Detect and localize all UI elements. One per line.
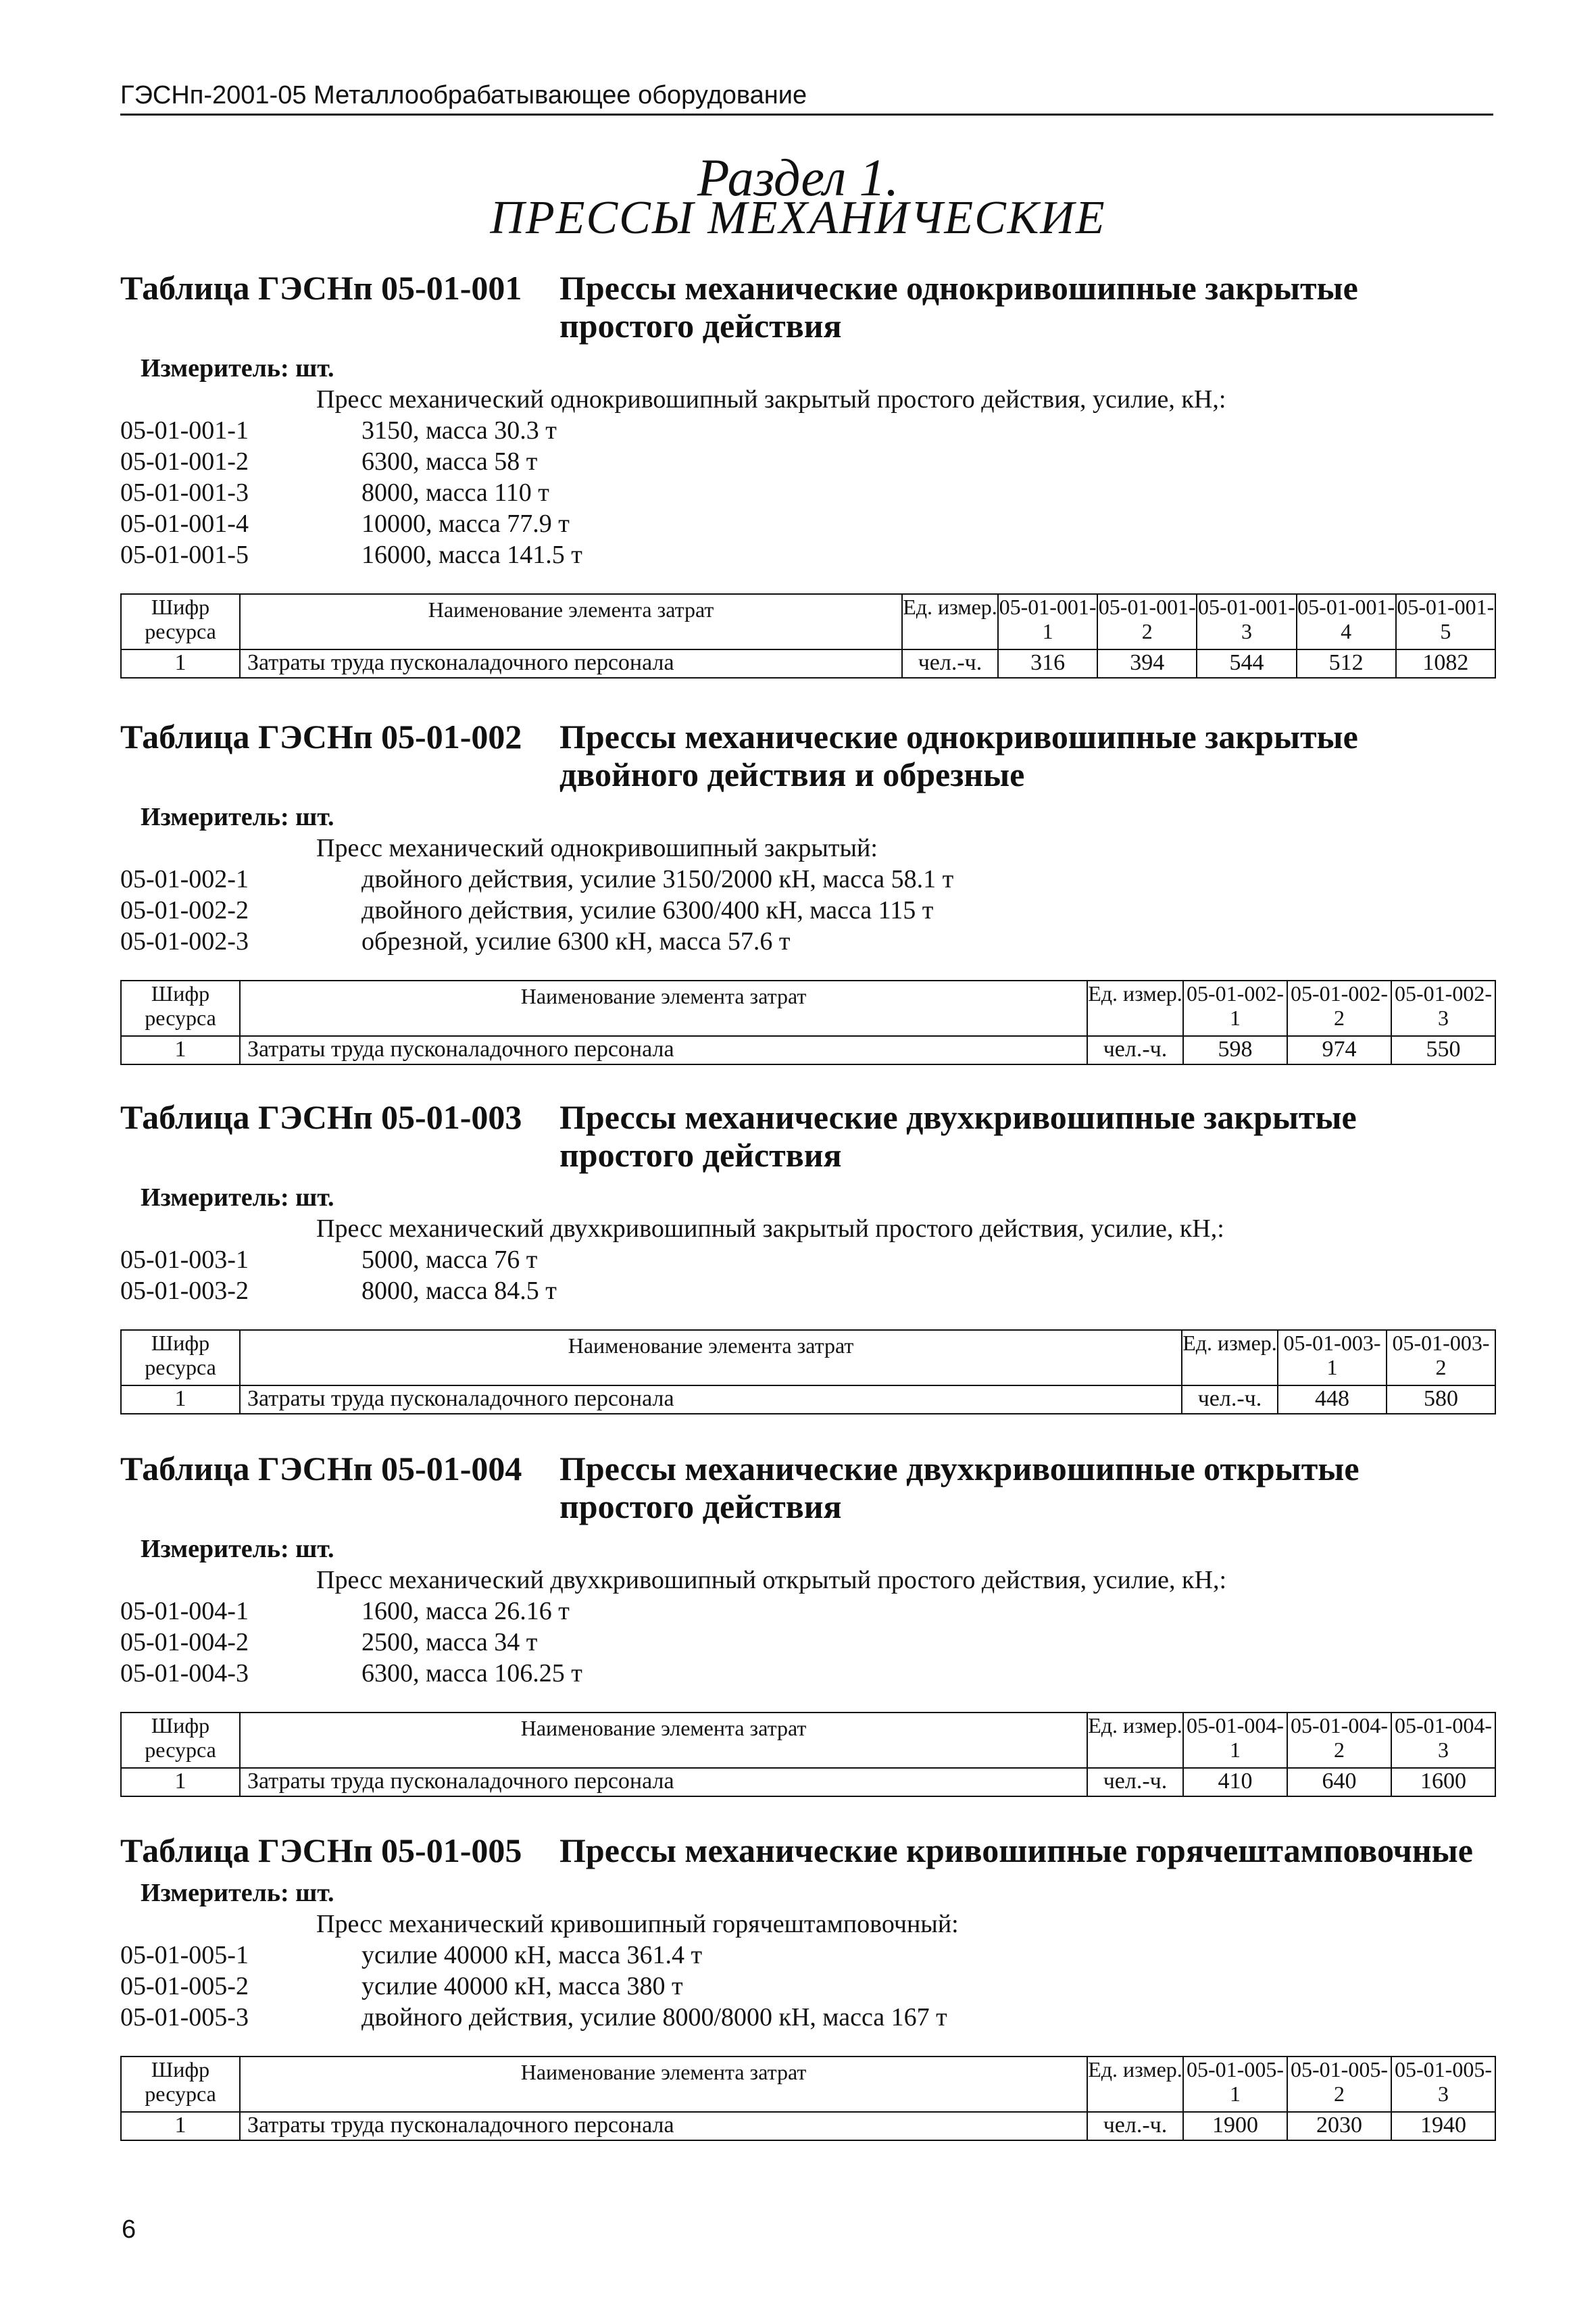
table-code: Таблица ГЭСНп 05-01-002 bbox=[120, 718, 522, 756]
table-heading bbox=[120, 269, 1495, 345]
element-name-cell: Затраты труда пусконаладочного персонала bbox=[240, 1036, 1087, 1064]
element-name-cell: Затраты труда пусконаладочного персонала bbox=[240, 1768, 1087, 1796]
column-header-code: 05-01-003-2 bbox=[1387, 1330, 1495, 1385]
table-code: Таблица ГЭСНп 05-01-001 bbox=[120, 269, 522, 307]
section-title: ПРЕССЫ МЕХАНИЧЕСКИЕ bbox=[490, 192, 1106, 244]
value-cell: 1900 bbox=[1183, 2112, 1287, 2140]
item-text: 1600, масса 26.16 т bbox=[361, 1597, 570, 1625]
equipment-item bbox=[120, 1627, 1495, 1658]
table-block bbox=[120, 1831, 1495, 2141]
table-header-row bbox=[121, 1713, 1495, 1768]
running-header: ГЭСНп-2001-05 Металлообрабатывающее оборудование bbox=[120, 81, 807, 109]
column-header-resource: Шифр ресурса bbox=[121, 594, 240, 649]
table-header-row bbox=[121, 594, 1495, 649]
table-row bbox=[121, 1385, 1495, 1414]
unit-of-measure: Измеритель: шт. bbox=[141, 1535, 334, 1563]
table-row bbox=[121, 2112, 1495, 2140]
item-text: обрезной, усилие 6300 кН, масса 57.6 т bbox=[361, 927, 791, 956]
column-header-code: 05-01-001-5 bbox=[1396, 594, 1495, 649]
column-header-code: 05-01-004-3 bbox=[1391, 1713, 1495, 1768]
column-header-code: 05-01-002-2 bbox=[1287, 981, 1391, 1036]
equipment-item bbox=[120, 508, 1495, 539]
unit-of-measure: Измеритель: шт. bbox=[141, 1183, 334, 1212]
equipment-item bbox=[120, 895, 1495, 926]
cost-table bbox=[120, 1712, 1496, 1797]
equipment-item bbox=[120, 2002, 1495, 2033]
value-cell: 550 bbox=[1391, 1036, 1495, 1064]
value-cell: 448 bbox=[1278, 1385, 1387, 1414]
item-code: 05-01-004-3 bbox=[120, 1659, 249, 1688]
table-title: Прессы механические двухкривошипные открытые простого действия bbox=[559, 1450, 1360, 1525]
unit-cell: чел.-ч. bbox=[1087, 1768, 1183, 1796]
column-header-element: Наименование элемента затрат bbox=[240, 2057, 1087, 2112]
table-row bbox=[121, 1036, 1495, 1064]
column-header-code: 05-01-002-3 bbox=[1391, 981, 1495, 1036]
item-code: 05-01-003-2 bbox=[120, 1277, 249, 1305]
column-header-code: 05-01-004-2 bbox=[1287, 1713, 1391, 1768]
unit-of-measure: Измеритель: шт. bbox=[141, 803, 334, 831]
value-cell: 544 bbox=[1197, 649, 1296, 678]
column-header-resource: Шифр ресурса bbox=[121, 981, 240, 1036]
value-cell: 580 bbox=[1387, 1385, 1495, 1414]
value-cell: 1600 bbox=[1391, 1768, 1495, 1796]
column-header-code: 05-01-003-1 bbox=[1278, 1330, 1387, 1385]
cost-table bbox=[120, 980, 1496, 1065]
item-text: 2500, масса 34 т bbox=[361, 1628, 538, 1656]
equipment-item bbox=[120, 477, 1495, 508]
column-header-code: 05-01-001-3 bbox=[1197, 594, 1296, 649]
value-cell: 1082 bbox=[1396, 649, 1495, 678]
column-header-element: Наименование элемента затрат bbox=[240, 1713, 1087, 1768]
resource-code-cell: 1 bbox=[121, 649, 240, 678]
unit-of-measure: Измеритель: шт. bbox=[141, 1879, 334, 1907]
unit-of-measure: Измеритель: шт. bbox=[141, 354, 334, 383]
item-text: 16000, масса 141.5 т bbox=[361, 541, 582, 569]
item-code: 05-01-001-5 bbox=[120, 541, 249, 569]
item-code: 05-01-002-1 bbox=[120, 865, 249, 893]
column-header-element: Наименование элемента затрат bbox=[240, 594, 902, 649]
item-text: двойного действия, усилие 6300/400 кН, масса 115 т bbox=[361, 896, 934, 925]
table-code: Таблица ГЭСНп 05-01-004 bbox=[120, 1450, 522, 1487]
item-text: двойного действия, усилие 3150/2000 кН, масса 58.1 т bbox=[361, 865, 954, 893]
value-cell: 974 bbox=[1287, 1036, 1391, 1064]
equipment-description: Пресс механический кривошипный горячештамповочный: bbox=[316, 1910, 959, 1938]
equipment-item bbox=[120, 1244, 1495, 1275]
resource-code-cell: 1 bbox=[121, 1036, 240, 1064]
element-name-cell: Затраты труда пусконаладочного персонала bbox=[240, 1385, 1182, 1414]
value-cell: 394 bbox=[1097, 649, 1197, 678]
unit-cell: чел.-ч. bbox=[1087, 2112, 1183, 2140]
item-text: 3150, масса 30.3 т bbox=[361, 416, 557, 445]
table-header-row bbox=[121, 1330, 1495, 1385]
item-text: 8000, масса 110 т bbox=[361, 478, 549, 507]
table-row bbox=[121, 1768, 1495, 1796]
value-cell: 640 bbox=[1287, 1768, 1391, 1796]
column-header-resource: Шифр ресурса bbox=[121, 1330, 240, 1385]
column-header-code: 05-01-001-1 bbox=[998, 594, 1097, 649]
table-title: Прессы механические однокривошипные закрытые простого действия bbox=[559, 269, 1358, 345]
table-header-row bbox=[121, 981, 1495, 1036]
equipment-item bbox=[120, 864, 1495, 895]
header-rule bbox=[120, 114, 1493, 116]
value-cell: 1940 bbox=[1391, 2112, 1495, 2140]
resource-code-cell: 1 bbox=[121, 1768, 240, 1796]
column-header-element: Наименование элемента затрат bbox=[240, 981, 1087, 1036]
unit-cell: чел.-ч. bbox=[1087, 1036, 1183, 1064]
column-header-resource: Шифр ресурса bbox=[121, 1713, 240, 1768]
column-header-code: 05-01-005-1 bbox=[1183, 2057, 1287, 2112]
equipment-description: Пресс механический однокривошипный закрытый простого действия, усилие, кН,: bbox=[316, 385, 1226, 414]
table-block bbox=[120, 718, 1495, 1065]
column-header-unit: Ед. измер. bbox=[1182, 1330, 1278, 1385]
resource-code-cell: 1 bbox=[121, 2112, 240, 2140]
item-code: 05-01-002-3 bbox=[120, 927, 249, 956]
element-name-cell: Затраты труда пусконаладочного персонала bbox=[240, 649, 902, 678]
item-code: 05-01-001-2 bbox=[120, 447, 249, 476]
column-header-unit: Ед. измер. bbox=[1087, 981, 1183, 1036]
cost-table bbox=[120, 593, 1496, 679]
table-block bbox=[120, 269, 1495, 679]
table-heading bbox=[120, 1450, 1495, 1525]
resource-code-cell: 1 bbox=[121, 1385, 240, 1414]
cost-table bbox=[120, 1329, 1496, 1414]
table-heading bbox=[120, 718, 1495, 793]
column-header-code: 05-01-005-2 bbox=[1287, 2057, 1391, 2112]
equipment-item bbox=[120, 926, 1495, 957]
value-cell: 410 bbox=[1183, 1768, 1287, 1796]
item-code: 05-01-005-1 bbox=[120, 1941, 249, 1969]
cost-table bbox=[120, 2056, 1496, 2141]
column-header-element: Наименование элемента затрат bbox=[240, 1330, 1182, 1385]
item-code: 05-01-001-3 bbox=[120, 478, 249, 507]
item-code: 05-01-005-3 bbox=[120, 2003, 249, 2032]
item-code: 05-01-002-2 bbox=[120, 896, 249, 925]
section-number: Раздел 1. bbox=[697, 148, 899, 207]
item-code: 05-01-005-2 bbox=[120, 1972, 249, 2000]
column-header-code: 05-01-005-3 bbox=[1391, 2057, 1495, 2112]
equipment-item bbox=[120, 1275, 1495, 1306]
item-text: усилие 40000 кН, масса 361.4 т bbox=[361, 1941, 703, 1969]
value-cell: 2030 bbox=[1287, 2112, 1391, 2140]
column-header-code: 05-01-004-1 bbox=[1183, 1713, 1287, 1768]
column-header-resource: Шифр ресурса bbox=[121, 2057, 240, 2112]
column-header-code: 05-01-001-4 bbox=[1297, 594, 1396, 649]
table-title: Прессы механические двухкривошипные закрытые простого действия bbox=[559, 1098, 1357, 1174]
column-header-code: 05-01-001-2 bbox=[1097, 594, 1197, 649]
equipment-item bbox=[120, 1971, 1495, 2002]
table-code: Таблица ГЭСНп 05-01-003 bbox=[120, 1098, 522, 1136]
value-cell: 316 bbox=[998, 649, 1097, 678]
item-text: 8000, масса 84.5 т bbox=[361, 1277, 557, 1305]
value-cell: 598 bbox=[1183, 1036, 1287, 1064]
column-header-code: 05-01-002-1 bbox=[1183, 981, 1287, 1036]
table-header-row bbox=[121, 2057, 1495, 2112]
item-code: 05-01-004-1 bbox=[120, 1597, 249, 1625]
equipment-item bbox=[120, 415, 1495, 446]
table-row bbox=[121, 649, 1495, 678]
table-block bbox=[120, 1098, 1495, 1414]
item-text: усилие 40000 кН, масса 380 т bbox=[361, 1972, 683, 2000]
equipment-item bbox=[120, 446, 1495, 477]
column-header-unit: Ед. измер. bbox=[902, 594, 998, 649]
item-text: 6300, масса 58 т bbox=[361, 447, 538, 476]
item-text: 5000, масса 76 т bbox=[361, 1246, 538, 1274]
item-text: 10000, масса 77.9 т bbox=[361, 510, 570, 538]
unit-cell: чел.-ч. bbox=[1182, 1385, 1278, 1414]
item-text: 6300, масса 106.25 т bbox=[361, 1659, 582, 1688]
equipment-description: Пресс механический двухкривошипный закрытый простого действия, усилие, кН,: bbox=[316, 1214, 1224, 1243]
value-cell: 512 bbox=[1297, 649, 1396, 678]
item-code: 05-01-001-1 bbox=[120, 416, 249, 445]
equipment-item bbox=[120, 1658, 1495, 1689]
table-heading bbox=[120, 1098, 1495, 1174]
table-title: Прессы механические однокривошипные закрытые двойного действия и обрезные bbox=[559, 718, 1358, 793]
column-header-unit: Ед. измер. bbox=[1087, 2057, 1183, 2112]
equipment-item bbox=[120, 539, 1495, 570]
table-code: Таблица ГЭСНп 05-01-005 bbox=[120, 1831, 522, 1869]
equipment-description: Пресс механический двухкривошипный открытый простого действия, усилие, кН,: bbox=[316, 1566, 1227, 1594]
unit-cell: чел.-ч. bbox=[902, 649, 998, 678]
column-header-unit: Ед. измер. bbox=[1087, 1713, 1183, 1768]
table-heading bbox=[120, 1831, 1495, 1869]
item-code: 05-01-003-1 bbox=[120, 1246, 249, 1274]
page-number: 6 bbox=[122, 2215, 136, 2244]
equipment-item bbox=[120, 1940, 1495, 1971]
item-code: 05-01-001-4 bbox=[120, 510, 249, 538]
item-code: 05-01-004-2 bbox=[120, 1628, 249, 1656]
table-block bbox=[120, 1450, 1495, 1797]
item-text: двойного действия, усилие 8000/8000 кН, масса 167 т bbox=[361, 2003, 947, 2032]
element-name-cell: Затраты труда пусконаладочного персонала bbox=[240, 2112, 1087, 2140]
table-title: Прессы механические кривошипные горячештамповочные bbox=[559, 1831, 1473, 1869]
equipment-description: Пресс механический однокривошипный закрытый: bbox=[316, 834, 878, 862]
equipment-item bbox=[120, 1596, 1495, 1627]
